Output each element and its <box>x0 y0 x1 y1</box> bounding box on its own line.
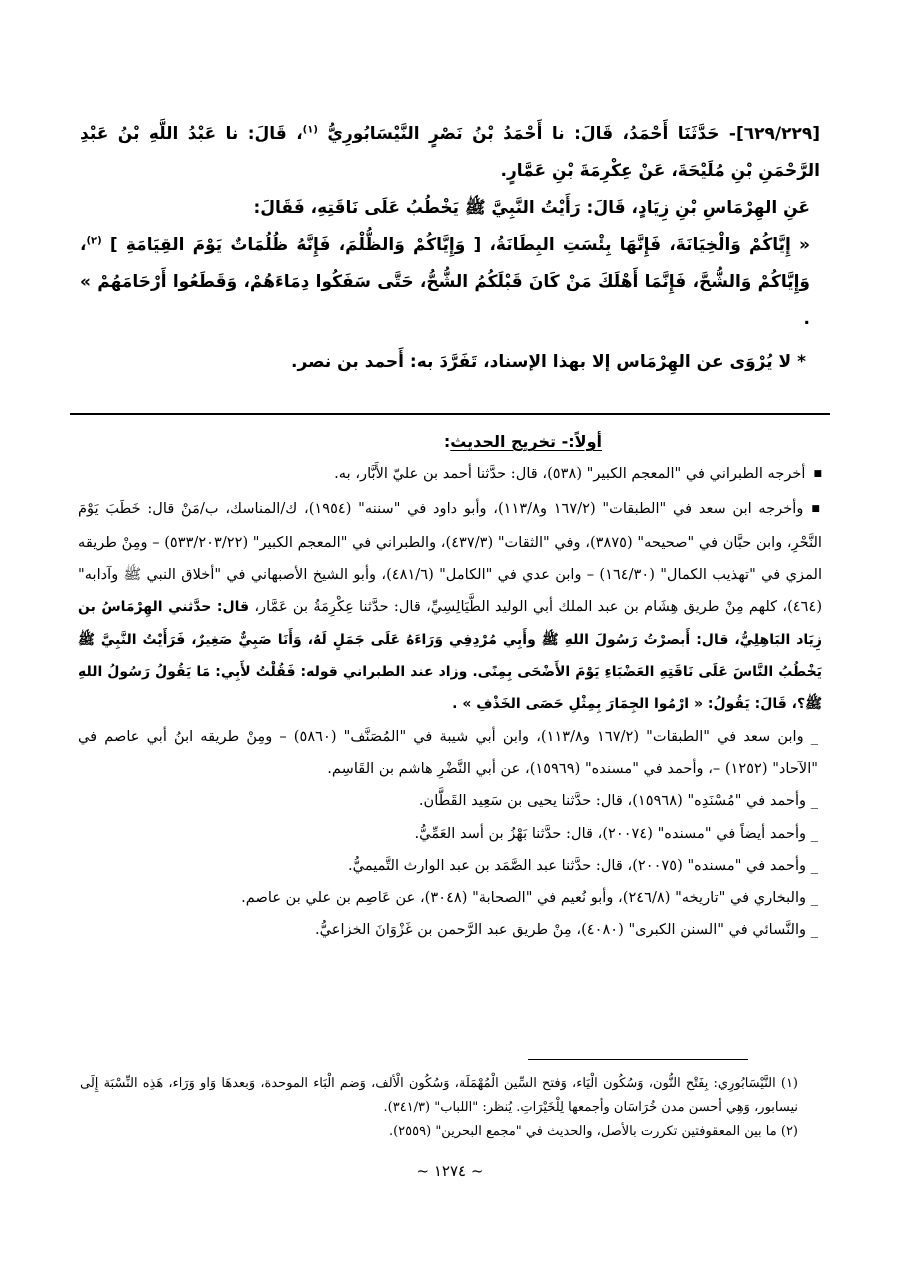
section-divider <box>70 413 830 415</box>
takhrij-subitem: _ وأحمد أيضاً في "مسنده" (٢٠٠٧٤)، قال: حدَّثنا بَهْزُ بن أسد العَمِّيُّ. <box>414 824 818 842</box>
takhrij-item: ■ وأخرجه ابن سعد في "الطبقات" (١٦٧/٢ و١١٣/٨)، وأبو داود في "سننه" (١٩٥٤)، ك/المناسك، ب/مَنْ قال: خَطَبَ يَوْمَ النَّحْرِ، وابن حبَّان في "صحيحه" (٣٨٧٥)، وفي "الثقات" (٤٣٧/٣)، والطبراني في "المعجم الكبير" (٥٣٣/٢٠٣/٢٢) – ومِنْ طريقه المزي في "تهذيب الكمال" (١٦٤/٣٠) – وابن عدي في "الكامل" (٤٨١/٦)، وأبو الشيخ الأصبهاني في "أخلاق النبي ﷺ وآدابه" (٤٦٤)، كلهم مِنْ طريق هِشَام بن عبد الملك أبي الوليد الطَّيَالِسِيِّ، قال: حدَّثنا عِكْرِمَةُ بن عَمَّار، قال: حدَّثني الهِرْمَاسُ بن زِيَاد البَاهِلِيُّ، قال: أَبصرْتُ رَسُولَ اللهِ ﷺ وأَبِي مُرْدِفِي وَرَاءَهُ عَلَى جَمَلٍ لَهُ، وَأَنَا صَبِيٌّ صَغِيرٌ، فَرَأَيْتُ النَّبِيَّ ﷺ يَخْطُبُ النَّاسَ عَلَى نَاقَتِهِ العَضْبَاءِ يَوْمَ الأَضْحَى بِمِنًى. وزاد عند الطبراني قوله: فَقُلْتُ لأَبِي: مَا يَقُولُ رَسُولُ اللهِ ﷺ؟، قَالَ: يَقُولُ: « ارْمُوا الجِمَارَ بِمِثْلِ حَصَى الخَذْفِ » . <box>78 493 826 721</box>
hadith-chain: [٦٢٩/٢٢٩]- حَدَّثَنَا أَحْمَدُ، قَالَ: نا أَحْمَدُ بْنُ نَصْرٍ النَّيْسَابُورِيُّ $^{(١)}$، قَالَ: نا عَبْدُ اللَّهِ بْنُ عَبْدِ الرَّحْمَنِ بْنِ مُلَيْحَةَ، عَنْ عِكْرِمَةَ بْنِ عَمَّارٍ. <box>80 124 820 181</box>
takhrij-subitem: _ وابن سعد في "الطبقات" (١٦٧/٢ و١١٣/٨)، وابن أبي شيبة في "المُصَنَّف" (٥٨٦٠) – ومِنْ طريقه ابنُ أبي عاصم في "الآحاد" (١٢٥٢) –، وأحمد في "مسنده" (١٥٩٦٩)، عن أبي النَّضْرِ هاشم بن القَاسِم. <box>78 727 819 777</box>
hadith-note: * لا يُرْوَى عن الهِرْمَاس إلا بهذا الإسناد، تَفَرَّدَ به: أَحمد بن نصر. <box>291 352 806 372</box>
footnotes <box>80 1072 816 1144</box>
takhrij-subitem: _ والنَّسائي في "السنن الكبرى" (٤٠٨٠)، مِنْ طريق عبد الرَّحمن بن غَزْوَانَ الخزاعيُّ. <box>314 921 818 939</box>
takhrij-item: ■ أخرجه الطبراني في "المعجم الكبير" (٥٣٨)، قال: حدَّثنا أحمد بن عليّ الأَبَّار، به. <box>78 458 826 492</box>
footnote-divider <box>528 1059 748 1060</box>
hadith-matn: « إِيَّاكُمْ وَالْخِيَانَةَ، فَإِنَّهَا بِئْسَتِ البِطَانَةُ، [ وَإِيَّاكُمْ وَالظُّلْمَ، فَإِنَّهُ ظُلُمَاتٌ يَوْمَ القِيَامَةِ ] $^{(٢)}$، وَإِيَّاكُمْ وَالشُّحَّ، فَإِنَّمَا أَهْلَكَ مَنْ كَانَ قَبْلَكُمُ الشُّحُّ، حَتَّى سَفَكُوا دِمَاءَهُمْ، وَقَطَعُوا أَرْحَامَهُمْ » . <box>80 235 810 329</box>
footnote-2: (٢) ما بين المعقوفتين تكررت بالأصل، والحديث في "مجمع البحرين" (٢٥٥٩). <box>388 1124 798 1139</box>
page-number: ~ ١٢٧٤ ~ <box>416 1162 484 1180</box>
takhrij-subitem: _ وأحمد في "مسنده" (٢٠٠٧٥)، قال: حدَّثنا عبد الصَّمَد بن عبد الوارث التَّميميُّ. <box>348 856 818 874</box>
footnote-1: (١) النَّيْسَابُورِي: بِفَتْح النُّون، وَسُكُون الْيَاء، وَفتح السِّين الْمُهْمَلَة، وَسُكُون الْألف، وَضم الْبَاء الموحدة، وَبعدهَا وَاو وَرَاء، هَذِه النِّسْبَة إِلَى نيسابور، وَهِي أحسن مدن خُرَاسَان وأجمعها لِلْخَيْرَاتِ. يُنظر: "اللباب" (٣٤١/٣). <box>80 1076 798 1115</box>
takhrij-subitem: _ والبخاري في "تاريخه" (٢٤٦/٨)، وأبو نُعيم في "الصحابة" (٣٠٤٨)، عن عَاصِم بن علي بن عاصم. <box>241 889 818 907</box>
footnote-ref-2[interactable]: (٢) <box>86 235 102 247</box>
footnote-ref-1[interactable]: (١) <box>302 124 318 136</box>
section-heading: أولاً:- تخريج الحديث: <box>443 432 602 451</box>
takhrij-subitem: _ وأحمد في "مُسْنَدِه" (١٥٩٦٨)، قال: حدَّثنا يحيى بن سَعِيد القَطَّان. <box>418 792 818 810</box>
hadith-text <box>80 116 820 381</box>
takhrij-section <box>78 426 826 947</box>
hadith-narrator: عَنِ الهِرْمَاسِ بْنِ زِيَادٍ، قَالَ: رَأَيْتُ النَّبِيَّ ﷺ يَخْطُبُ عَلَى نَاقَتِهِ، فَقَالَ: <box>253 198 810 218</box>
